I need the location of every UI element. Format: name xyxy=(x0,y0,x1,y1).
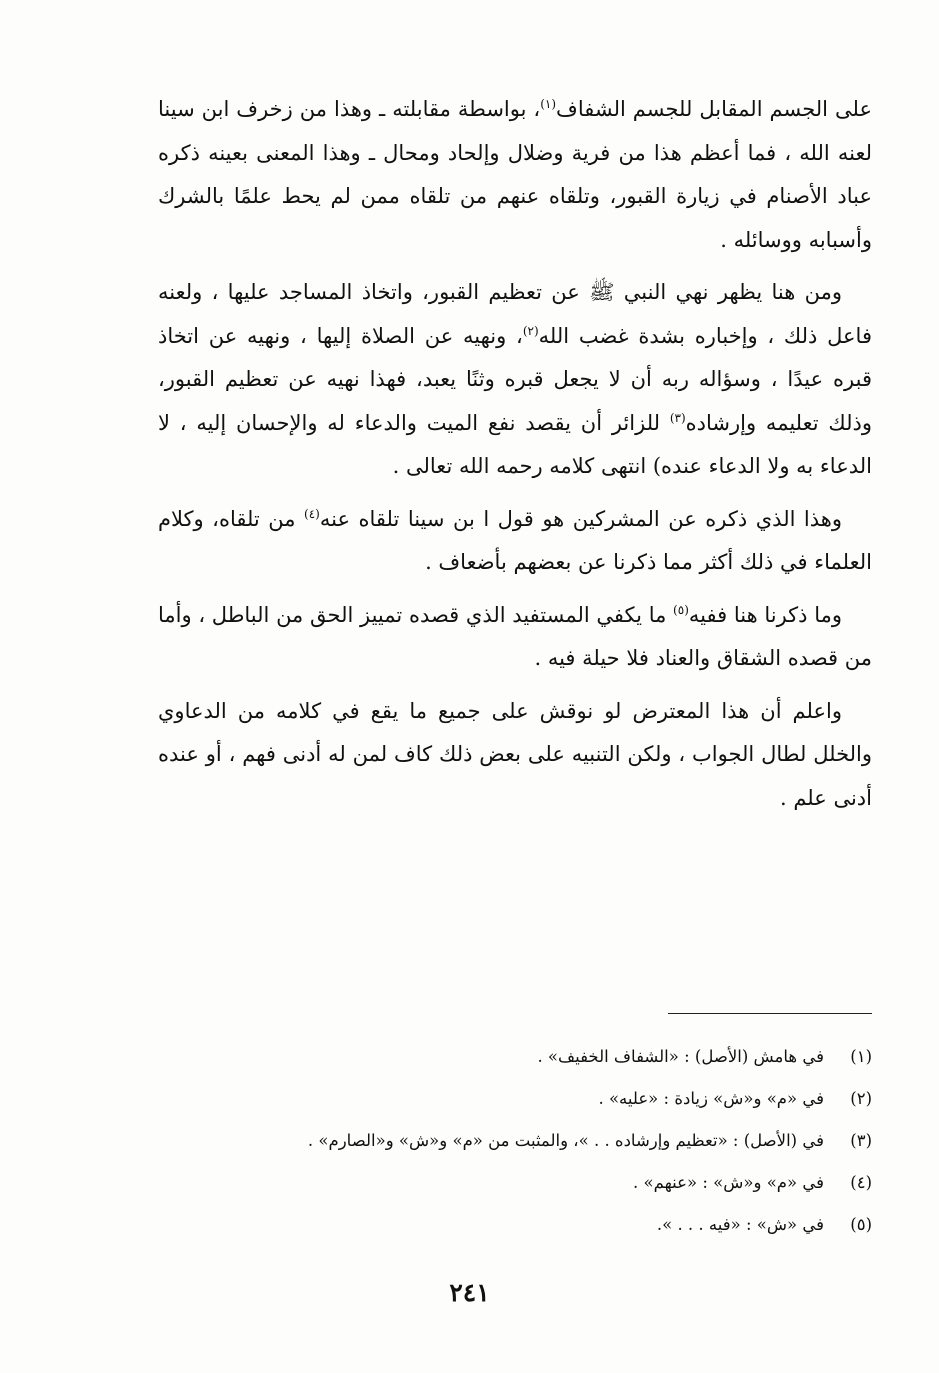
paragraph: وهذا الذي ذكره عن المشركين هو قول ا بن سينا تلقاه عنه$^{(٤)}$ من تلقاه، وكلام العلماء في ذلك أكثر مما ذكرنا عن بعضهم بأضعاف . xyxy=(158,506,872,574)
footnotes xyxy=(158,1036,872,1246)
footnote-number: (٣) xyxy=(850,1131,872,1150)
paragraph: وما ذكرنا هنا ففيه$^{(٥)}$ ما يكفي المستفيد الذي قصده تمييز الحق من الباطل ، وأما من قصده الشقاق والعناد فلا حيلة فيه . xyxy=(158,602,872,670)
footnote-ref: (٥) xyxy=(673,602,689,617)
footnote-ref: (١) xyxy=(540,97,557,111)
footnote-number: (٢) xyxy=(850,1089,872,1108)
footnote-ref: (٤) xyxy=(304,506,320,521)
paragraph: ومن هنا يظهر نهي النبي ﷺ عن تعظيم القبور، واتخاذ المساجد عليها ، ولعنه فاعل ذلك ، وإخباره بشدة غضب الله$^{(٢)}$، ونهيه عن الصلاة إليها ، ونهيه عن اتخاذ قبره عيدًا ، وسؤاله ربه أن لا يجعل قبره وثنًا يعبد، فهذا نهيه عن تعظيم القبور، وذلك تعليمه وإرشاده$^{(٣)}$ للزائر أن يقصد نفع الميت والدعاء له والإحسان إليه ، لا الدعاء به ولا الدعاء عنده) انتهى كلامه رحمه الله تعالى . xyxy=(158,280,872,478)
footnote-ref: (٣) xyxy=(669,410,686,425)
paragraph: واعلم أن هذا المعترض لو نوقش على جميع ما يقع في كلامه من الدعاوي والخلل لطال الجواب ، ولكن التنبيه على بعض ذلك كاف لمن له أدنى فهم ، أو عنده أدنى علم . xyxy=(158,698,872,810)
footnote-number: (٥) xyxy=(850,1215,872,1234)
footnote-separator xyxy=(668,1013,872,1014)
footnote-text: في «م» و«ش» زيادة : «عليه» . xyxy=(598,1089,824,1108)
footnote-number: (٤) xyxy=(850,1173,872,1192)
footnote xyxy=(158,1120,872,1162)
footnote-text: في «م» و«ش» : «عنهم» . xyxy=(633,1173,824,1192)
footnote-text: في (الأصل) : «تعظيم وإرشاده . . »، والمثبت من «م» و«ش» و«الصارم» . xyxy=(307,1131,824,1150)
page-number: ٢٤١ xyxy=(449,1278,490,1307)
footnote xyxy=(158,1078,872,1120)
paragraph: على الجسم المقابل للجسم الشفاف$^{(١)}$، بواسطة مقابلته ـ وهذا من زخرف ابن سينا لعنه الله ، فما أعظم هذا من فرية وضلال وإلحاد ومحال ـ وهذا المعنى بعينه ذكره عباد الأصنام في زيارة القبور، وتلقاه عنهم من تلقاه ممن لم يحط علمًا بالشرك وأسبابه ووسائله . xyxy=(158,97,872,252)
footnote-number: (١) xyxy=(850,1047,872,1066)
footnote-text: في هامش (الأصل) : «الشفاف الخفيف» . xyxy=(537,1047,824,1066)
footnote xyxy=(158,1036,872,1078)
footnote-ref: (٢) xyxy=(522,323,539,338)
main-text xyxy=(158,88,872,829)
footnote xyxy=(158,1204,872,1246)
footnote-text: في «ش» : «فيه . . . ». xyxy=(656,1215,824,1234)
footnote xyxy=(158,1162,872,1204)
